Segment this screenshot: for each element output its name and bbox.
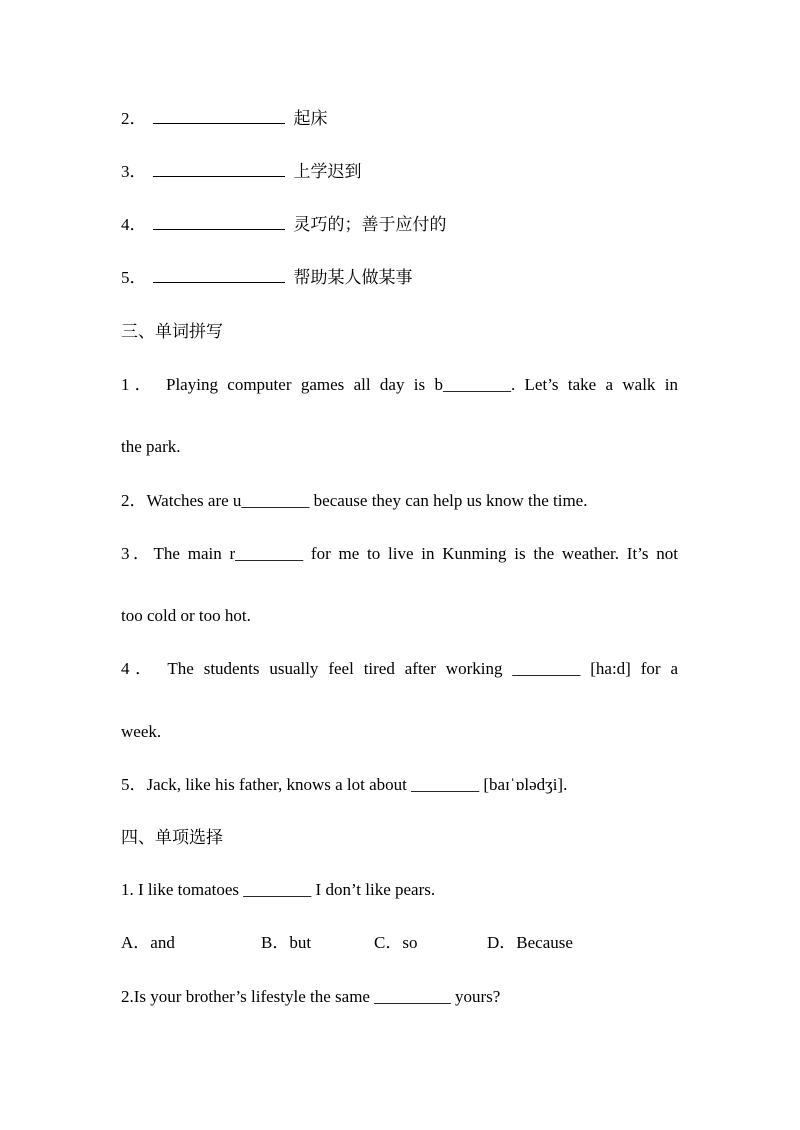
choice-question-1: 1. I like tomatoes ________ I don’t like pears. (121, 880, 436, 899)
choice-options (121, 931, 601, 955)
spelling-question-4: 4． The students usually feel tired after working ________ [ha:d] for a (121, 659, 678, 678)
option-d[interactable]: D．Because (487, 933, 573, 952)
item-meaning: 帮助某人做某事 (293, 268, 413, 287)
option-c[interactable]: C．so (374, 933, 418, 952)
vocab-item (121, 107, 328, 131)
answer-blank[interactable] (153, 268, 285, 283)
spelling-question-4-continued: week. (121, 722, 162, 741)
section-heading-spelling: 三、单词拼写 (121, 322, 223, 341)
item-meaning: 上学迟到 (293, 162, 362, 181)
spelling-question-3: 3．The main r________ for me to live in Kunming is the weather. It’s not (121, 544, 678, 563)
spelling-question-1-continued: the park. (121, 437, 181, 456)
vocab-item (121, 213, 447, 237)
spelling-question-3-continued: too cold or too hot. (121, 606, 251, 625)
option-a[interactable]: A．and (121, 933, 175, 952)
answer-blank[interactable] (153, 162, 285, 177)
option-b[interactable]: B．but (261, 933, 312, 952)
answer-blank[interactable] (153, 215, 285, 230)
vocab-item (121, 266, 413, 290)
spelling-question-2: 2．Watches are u________ because they can help us know the time. (121, 491, 588, 510)
item-meaning: 灵巧的；善于应付的 (293, 215, 447, 234)
section-heading-choice: 四、单项选择 (121, 828, 223, 847)
item-meaning: 起床 (293, 109, 328, 128)
item-number: 5． (121, 268, 147, 287)
item-number: 2． (121, 109, 147, 128)
vocab-item (121, 160, 362, 184)
item-number: 4． (121, 215, 147, 234)
spelling-question-1: 1． Playing computer games all day is b________. Let’s take a walk in (121, 375, 678, 394)
item-number: 3． (121, 162, 147, 181)
spelling-question-5: 5．Jack, like his father, knows a lot about ________ [baɪˈɒlədʒi]. (121, 775, 568, 794)
answer-blank[interactable] (153, 109, 285, 124)
choice-question-2: 2.Is your brother’s lifestyle the same _________ yours? (121, 987, 501, 1006)
